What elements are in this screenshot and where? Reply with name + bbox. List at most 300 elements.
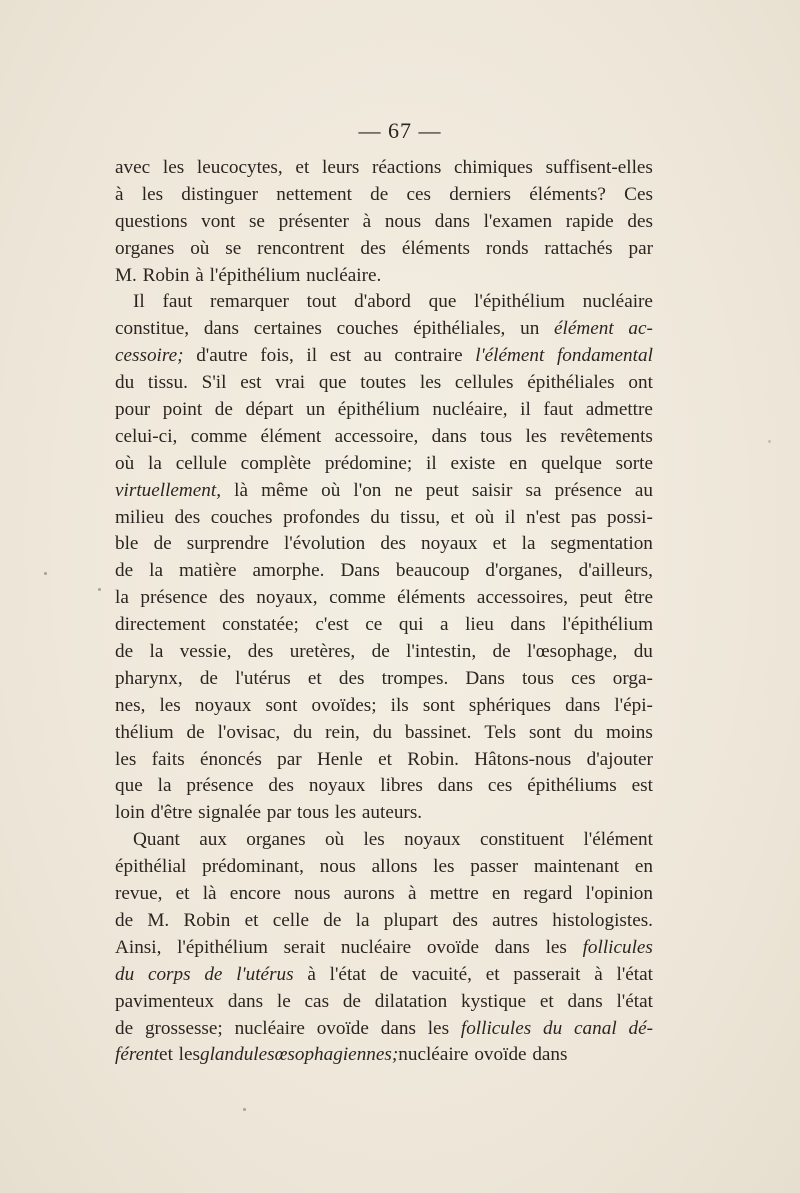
word: des: [247, 641, 274, 663]
word: à: [115, 183, 124, 205]
word: un: [520, 318, 540, 340]
word: présence: [554, 479, 622, 501]
word: constituent: [479, 829, 565, 851]
word: comme: [190, 425, 248, 447]
word: épithéliales,: [413, 318, 506, 340]
word: que: [428, 291, 457, 313]
word: faut: [543, 399, 574, 421]
word: amorphe.: [252, 560, 325, 582]
word: dans: [567, 990, 603, 1012]
word: là: [202, 883, 217, 905]
text-line: [115, 854, 653, 881]
word: les: [525, 425, 547, 447]
word: ont: [628, 372, 653, 394]
word: passer: [470, 856, 519, 878]
word: leucocytes,: [196, 157, 283, 178]
word: orga-: [612, 667, 653, 689]
word: énoncés: [200, 748, 262, 770]
word: des: [360, 237, 386, 259]
word: glandules: [199, 1044, 275, 1066]
word: Il: [133, 291, 145, 313]
word: sont: [422, 694, 455, 716]
word: allons: [371, 856, 418, 878]
word: dans: [494, 936, 530, 958]
text-line: [115, 908, 653, 935]
word: Robin: [142, 264, 190, 286]
word: ce: [365, 614, 383, 636]
word: prédomine;: [324, 452, 413, 474]
word: les: [545, 936, 567, 958]
word: l'état: [329, 963, 367, 985]
word: M.: [115, 264, 137, 286]
word: noyaux: [194, 694, 252, 716]
paragraph: [115, 827, 653, 1069]
word: lieu: [465, 614, 494, 636]
word: dans: [380, 1017, 416, 1039]
word: follicules: [460, 1017, 532, 1039]
word: tout: [306, 291, 337, 313]
word: de: [492, 641, 511, 663]
word: mettre: [429, 883, 479, 905]
word: vessie,: [179, 641, 232, 663]
word: a: [439, 614, 449, 636]
word: derniers: [449, 183, 512, 205]
body-text: [115, 155, 653, 1069]
word: à: [594, 963, 603, 985]
word: dilatation: [374, 990, 448, 1012]
word: la: [355, 909, 370, 931]
word: canal: [574, 1017, 617, 1039]
word: et: [295, 157, 310, 178]
word: l'évolution: [283, 533, 366, 555]
word: distinguer: [181, 183, 259, 205]
word: ovoïde: [426, 936, 480, 958]
word: c'est: [315, 614, 349, 636]
word: d'être: [150, 802, 193, 824]
word: revêtements: [560, 425, 653, 447]
word: ces: [487, 775, 513, 797]
word: en: [491, 883, 511, 905]
word: nucléaire: [340, 936, 412, 958]
paragraph: [115, 155, 653, 289]
word: l'utérus: [235, 667, 291, 689]
word: il: [426, 452, 437, 474]
word: l'état: [616, 963, 653, 985]
word: de: [342, 990, 361, 1012]
word: épithélium: [337, 399, 420, 421]
word: éléments?: [529, 183, 606, 205]
word: du: [115, 372, 135, 394]
word: Hâtons-nous: [474, 748, 572, 770]
text-line: [115, 505, 653, 532]
word: ces: [406, 183, 431, 205]
text-line: [115, 720, 653, 747]
word: épithéliums: [527, 775, 617, 797]
word: n'est: [525, 506, 561, 528]
word: et: [485, 963, 500, 985]
word: les: [141, 183, 164, 205]
word: dans: [431, 425, 467, 447]
word: couches: [336, 318, 399, 340]
word: nous: [384, 210, 422, 232]
word: de: [115, 909, 134, 931]
word: le: [276, 990, 291, 1012]
word: avec: [115, 157, 151, 178]
word: ronds: [485, 237, 529, 259]
word: S'il: [201, 372, 227, 394]
word: tous: [480, 425, 513, 447]
text-line: [115, 316, 653, 343]
word: cellules: [454, 372, 514, 394]
word: peut: [579, 587, 613, 609]
word: les: [159, 694, 181, 716]
word: au: [634, 479, 653, 501]
word: bassinet.: [404, 721, 472, 743]
word: uretères,: [289, 641, 356, 663]
word: où: [115, 452, 135, 474]
word: directement: [115, 614, 206, 636]
word: histologistes.: [552, 909, 653, 931]
word: des: [380, 533, 406, 555]
word: fondamental: [556, 345, 653, 367]
word: questions: [115, 210, 188, 232]
word: l'épi-: [614, 694, 653, 716]
word: œsophagiennes;: [274, 1044, 399, 1066]
word: vrai: [275, 372, 306, 394]
word: de: [323, 909, 342, 931]
word: complète: [240, 452, 311, 474]
text-line: [115, 397, 653, 424]
text-line: [115, 800, 653, 827]
word: peut: [425, 479, 459, 501]
word: à: [362, 210, 372, 232]
word: kystique: [461, 990, 527, 1012]
word: à: [307, 963, 316, 985]
word: l'élément: [583, 829, 653, 851]
word: maintenant: [533, 856, 620, 878]
text-line: [115, 666, 653, 693]
word: est: [240, 372, 262, 394]
word: plupart: [383, 909, 439, 931]
word: autres: [492, 909, 538, 931]
word: organes: [246, 829, 306, 851]
word: les: [334, 802, 357, 824]
word: rattachés: [544, 237, 613, 259]
word: de: [115, 560, 134, 582]
text-line: [115, 827, 653, 854]
word: et: [450, 506, 465, 528]
text-line: [115, 263, 653, 290]
text-line: [115, 747, 653, 774]
word: dans: [510, 614, 546, 636]
word: corps: [147, 963, 191, 985]
word: les: [162, 157, 185, 178]
word: l'épithélium: [177, 936, 268, 958]
word: de: [214, 399, 233, 421]
word: l'examen: [483, 210, 553, 232]
word: du: [573, 721, 594, 743]
word: noyaux,: [256, 587, 318, 609]
word: accessoire,: [334, 425, 419, 447]
word: où: [324, 829, 345, 851]
text-line: [115, 962, 653, 989]
word: ovoïde: [474, 1044, 527, 1066]
word: de: [371, 641, 390, 663]
word: constatée;: [222, 614, 299, 636]
word: épithéliales: [527, 372, 615, 394]
word: et: [492, 533, 507, 555]
word: suffisent-elles: [545, 157, 653, 178]
word: présenter: [278, 210, 349, 232]
word: qui: [398, 614, 424, 636]
word: d'ailleurs,: [578, 560, 653, 582]
word: couches: [210, 506, 273, 528]
word: la: [149, 560, 163, 582]
text-line: [115, 1042, 653, 1069]
word: Dans: [465, 667, 505, 689]
word: du: [370, 506, 390, 528]
word: les: [115, 748, 137, 770]
word: rapide: [565, 210, 614, 232]
text-line: [115, 612, 653, 639]
word: nucléaire: [234, 1017, 305, 1039]
word: nous: [294, 883, 331, 905]
text-line: [115, 531, 653, 558]
word: rencontrent: [257, 237, 345, 259]
word: l'état: [616, 990, 653, 1012]
word: Quant: [133, 829, 180, 851]
word: ovoïdes;: [311, 694, 377, 716]
word: surprendre: [186, 533, 269, 555]
word: sont: [265, 694, 298, 716]
word: du: [115, 963, 135, 985]
word: l'on: [353, 479, 382, 501]
word: de: [204, 963, 223, 985]
word: possi-: [607, 506, 653, 528]
word: milieu: [115, 506, 165, 528]
word: les: [419, 372, 442, 394]
word: follicules: [582, 936, 653, 958]
text-line: [115, 236, 653, 263]
paper-speck: [768, 440, 771, 443]
word: où: [190, 237, 210, 259]
word: un: [306, 399, 326, 421]
word: point: [162, 399, 203, 421]
word: Dans: [340, 560, 380, 582]
word: du: [543, 1017, 563, 1039]
word: des: [268, 775, 294, 797]
word: férent: [115, 1044, 160, 1066]
word: à: [195, 264, 204, 286]
word: faut: [162, 291, 193, 313]
word: et: [244, 909, 259, 931]
word: il: [504, 506, 516, 528]
word: nucléaire.: [306, 264, 382, 286]
text-line: [115, 155, 653, 182]
word: des: [627, 210, 653, 232]
word: de: [370, 183, 389, 205]
word: pas: [570, 506, 597, 528]
word: Tels: [484, 721, 517, 743]
word: de: [153, 533, 172, 555]
word: dans: [227, 990, 264, 1012]
word: des: [174, 506, 201, 528]
word: et: [539, 990, 554, 1012]
word: regard: [523, 883, 573, 905]
word: signalée: [198, 802, 262, 824]
text-line: [115, 989, 653, 1016]
word: nous: [319, 856, 356, 878]
word: réactions: [372, 157, 442, 178]
word: départ: [245, 399, 294, 421]
word: ac-: [628, 318, 653, 340]
text-line: [115, 1016, 653, 1043]
word: fois,: [260, 345, 294, 367]
word: du: [293, 721, 313, 743]
word: loin: [115, 802, 145, 824]
word: par: [277, 748, 302, 770]
word: tous: [521, 667, 554, 689]
word: comme: [329, 587, 386, 609]
word: d'organes,: [485, 560, 563, 582]
word: contraire: [394, 345, 463, 367]
word: dans: [532, 1044, 568, 1066]
word: M.: [147, 909, 170, 931]
word: l'épithélium: [562, 614, 653, 636]
word: la: [115, 587, 129, 609]
text-line: [115, 478, 653, 505]
word: des: [219, 587, 245, 609]
text-line: [115, 558, 653, 585]
word: pour: [115, 399, 151, 421]
word: des: [452, 909, 478, 931]
word: pharynx,: [115, 667, 183, 689]
word: ne: [394, 479, 413, 501]
word: profondes: [283, 506, 360, 528]
word: matière: [178, 560, 237, 582]
word: être: [624, 587, 653, 609]
word: des: [338, 667, 365, 689]
paragraph: [115, 289, 653, 827]
word: l'épithélium: [474, 291, 565, 313]
word: ces: [571, 667, 596, 689]
word: tous: [297, 802, 330, 824]
text-line: [115, 182, 653, 209]
word: même: [261, 479, 308, 501]
word: leurs: [322, 157, 360, 178]
word: grossesse;: [144, 1017, 223, 1039]
word: l'opinion: [585, 883, 653, 905]
page-number: — 67 —: [358, 118, 442, 143]
word: passerait: [513, 963, 581, 985]
word: les: [363, 829, 385, 851]
text-line: [115, 693, 653, 720]
word: il: [520, 399, 531, 421]
word: aux: [199, 829, 227, 851]
word: cellule: [175, 452, 227, 474]
word: de: [199, 667, 218, 689]
word: de: [379, 963, 398, 985]
word: les: [427, 1017, 450, 1039]
word: trompes.: [381, 667, 449, 689]
text-line: [115, 424, 653, 451]
word: vont: [201, 210, 236, 232]
word: élément: [260, 425, 322, 447]
word: se: [225, 237, 242, 259]
word: les: [178, 1044, 200, 1066]
text-line: [115, 289, 653, 316]
word: faits: [151, 748, 185, 770]
word: virtuellement,: [115, 479, 222, 501]
word: la: [521, 533, 536, 555]
word: l'utérus: [236, 963, 294, 985]
word: il: [306, 345, 318, 367]
text-line: [115, 451, 653, 478]
word: noyaux: [308, 775, 366, 797]
word: d'abord: [354, 291, 411, 313]
word: d'ajouter: [586, 748, 653, 770]
word: dans: [437, 775, 473, 797]
word: constitue,: [115, 318, 190, 340]
word: la: [149, 641, 164, 663]
word: se: [248, 210, 265, 232]
word: cessoire;: [115, 345, 184, 367]
word: certaines: [253, 318, 322, 340]
word: ble: [115, 533, 139, 555]
text-line: [115, 585, 653, 612]
word: l'intestin,: [406, 641, 477, 663]
word: de: [115, 641, 134, 663]
word: accessoires,: [476, 587, 569, 609]
word: et: [378, 748, 392, 770]
word: pavimenteux: [115, 990, 215, 1012]
word: sorte: [615, 452, 653, 474]
word: et: [175, 883, 190, 905]
word: saisir: [471, 479, 513, 501]
word: et: [159, 1044, 173, 1066]
word: nettement: [276, 183, 352, 205]
word: l'œsophage,: [527, 641, 618, 663]
word: nes,: [115, 694, 146, 716]
word: sont: [528, 721, 561, 743]
word: Ainsi,: [115, 936, 162, 958]
paper-speck: [98, 588, 101, 591]
word: aurons: [343, 883, 395, 905]
word: nucléaire: [398, 1044, 469, 1066]
word: celle: [272, 909, 309, 931]
paper-speck: [243, 1108, 246, 1111]
paper-speck: [44, 572, 47, 575]
word: ils: [390, 694, 409, 716]
word: par: [628, 237, 653, 259]
text-line: [115, 881, 653, 908]
word: thélium: [115, 721, 174, 743]
word: l'ovisac,: [217, 721, 281, 743]
word: la: [157, 775, 172, 797]
word: segmentation: [550, 533, 653, 555]
word: tissu.: [147, 372, 188, 394]
text-line: [115, 370, 653, 397]
word: en: [634, 856, 653, 878]
word: rein,: [325, 721, 360, 743]
word: chimiques: [454, 157, 533, 178]
text-line: [115, 343, 653, 370]
word: nucléaire,: [432, 399, 508, 421]
word: l'épithélium: [209, 264, 301, 286]
word: éléments: [397, 587, 466, 609]
word: là: [234, 479, 248, 501]
word: que: [115, 775, 143, 797]
